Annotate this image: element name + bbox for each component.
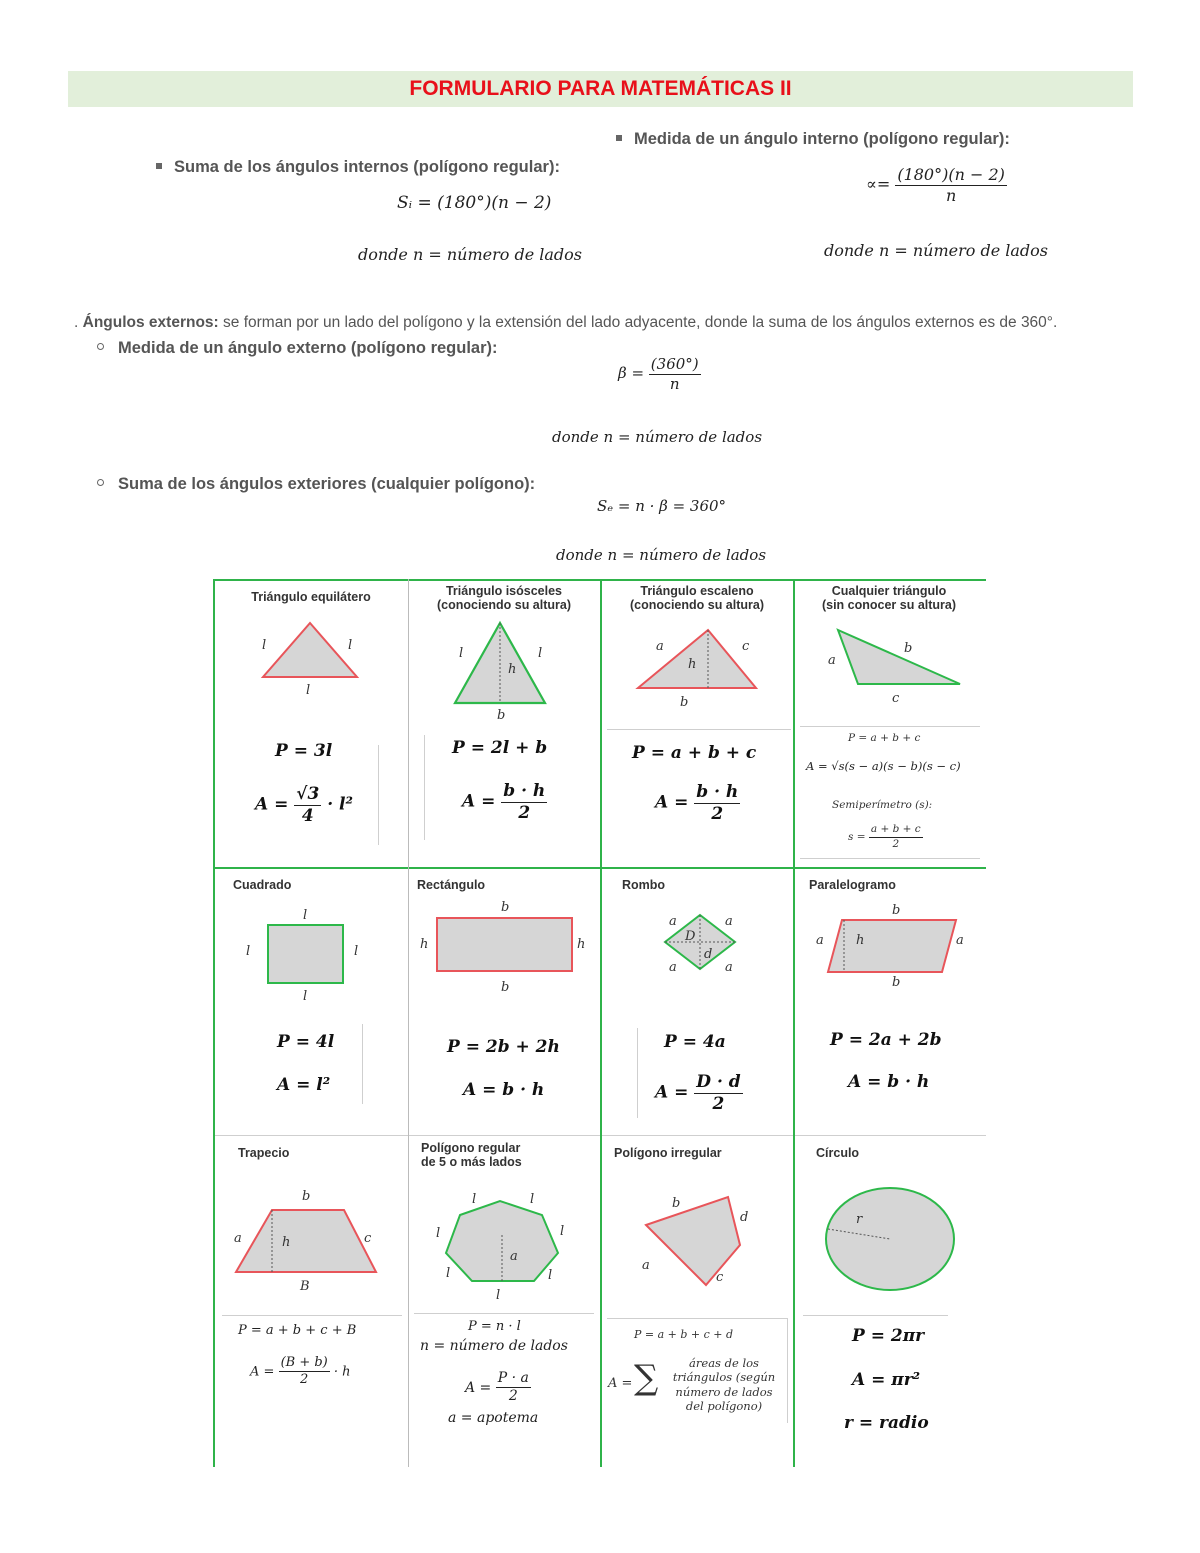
label-c: c: [364, 1231, 372, 1246]
faint-divider: [424, 735, 425, 840]
cell-title-paralelogramo: Paralelogramo: [809, 878, 896, 892]
label-b: b: [892, 903, 901, 918]
paralelogramo-area: A = b · h: [848, 1072, 930, 1092]
area-lhs: A =: [462, 791, 496, 812]
poligono-irregular-area-lhs: A =: [608, 1376, 633, 1391]
cell-title-isosceles: [410, 584, 598, 613]
label-h: h: [420, 937, 429, 952]
semi-den: 2: [892, 837, 900, 850]
exterior-intro: [74, 314, 1057, 332]
interior-angle-den: n: [945, 185, 957, 205]
circle-figure: [820, 1185, 965, 1295]
label-l: l: [303, 908, 308, 923]
area-den: 2: [300, 1372, 309, 1388]
rectangle-figure: [415, 895, 595, 995]
poligono-irregular-area-text: [664, 1356, 784, 1414]
escaleno-perimeter: P = a + b + c: [632, 743, 757, 763]
grid-col-line: [793, 579, 795, 1467]
label-d: d: [740, 1210, 749, 1225]
cell-title-circulo: Círculo: [816, 1146, 860, 1160]
bullet-square-icon: [156, 163, 162, 169]
label-a: a: [669, 960, 677, 975]
label-l: l: [348, 638, 353, 653]
label-a: a: [656, 639, 664, 654]
rombo-area: [655, 1073, 743, 1113]
cell-title-line1: Triángulo isósceles: [445, 584, 562, 598]
cuadrado-perimeter: P = 4l: [277, 1032, 335, 1052]
area-text-line: áreas de los: [689, 1356, 759, 1370]
cell-title-escaleno: [603, 584, 791, 613]
label-l: l: [246, 944, 251, 959]
cell-title-rectangulo: Rectángulo: [417, 878, 486, 892]
equilatero-perimeter: P = 3l: [275, 741, 333, 761]
area-num: √3: [296, 784, 320, 804]
area-lhs: A =: [255, 794, 289, 815]
regular-polygon-figure: [432, 1185, 582, 1305]
label-B: B: [300, 1279, 310, 1294]
semiperimeter-label: Semiperímetro (s):: [832, 799, 933, 811]
label-l: l: [472, 1192, 477, 1207]
exterior-angle-formula: [618, 356, 701, 392]
label-l: l: [262, 638, 267, 653]
rombo-perimeter: P = 4a: [664, 1032, 726, 1052]
label-l: l: [548, 1268, 553, 1283]
label-a: a: [828, 653, 836, 668]
cell-title-line2: (conociendo su altura): [629, 598, 765, 613]
area-rhs: · l²: [327, 794, 353, 815]
faint-divider: [787, 1318, 788, 1423]
label-a: a: [642, 1258, 650, 1273]
poligono-regular-apotema: a = apotema: [448, 1410, 539, 1426]
exterior-intro-prefix: .: [74, 314, 79, 331]
isosceles-perimeter: P = 2l + b: [452, 738, 548, 758]
area-num: P · a: [496, 1371, 531, 1388]
label-a: a: [234, 1231, 242, 1246]
any-triangle-figure: [820, 622, 970, 707]
label-b: b: [501, 980, 510, 995]
exterior-sum-formula: Sₑ = n · β = 360°: [597, 497, 727, 515]
faint-divider: [414, 1313, 594, 1314]
area-text-line: número de lados: [675, 1384, 773, 1399]
irregular-polygon-figure: [630, 1185, 760, 1295]
exterior-sum-note: donde n = número de lados: [556, 546, 767, 564]
area-rhs: · h: [333, 1364, 351, 1380]
cuadrado-area: A = l²: [277, 1075, 331, 1095]
grid-col-line: [213, 579, 215, 1467]
cell-title-line2: de 5 o más lados: [421, 1155, 522, 1170]
faint-divider: [800, 726, 980, 727]
exterior-angle-num: (360°): [650, 355, 699, 373]
interior-angle-heading: [616, 130, 1010, 149]
faint-divider: [607, 1318, 787, 1319]
interior-sum-note: donde n = número de lados: [358, 245, 583, 264]
exterior-angle-note: donde n = número de lados: [552, 428, 763, 446]
label-c: c: [742, 639, 750, 654]
title-banner: [68, 71, 1133, 107]
interior-sum-formula: Sᵢ = (180°)(n − 2): [397, 193, 552, 213]
label-c: c: [716, 1270, 724, 1285]
cell-title-line1: Triángulo escaleno: [640, 584, 754, 598]
cell-title-line2: (sin conocer su altura): [821, 598, 957, 613]
cell-title-line1: Cualquier triángulo: [831, 584, 947, 598]
label-a: a: [510, 1249, 518, 1264]
label-l: l: [496, 1288, 501, 1303]
cell-title-line2: (conociendo su altura): [436, 598, 572, 613]
poligono-regular-n: n = número de lados: [420, 1338, 568, 1354]
scalene-triangle-figure: [630, 622, 770, 712]
area-num: D · d: [696, 1072, 741, 1092]
label-a: a: [956, 933, 964, 948]
paralelogramo-perimeter: P = 2a + 2b: [830, 1030, 942, 1050]
area-text-line: del polígono): [685, 1399, 763, 1414]
area-den: 2: [711, 803, 724, 824]
label-l: l: [560, 1224, 565, 1239]
label-l: l: [303, 989, 308, 1004]
faint-divider: [803, 1315, 948, 1316]
interior-sum-heading: [156, 158, 560, 177]
label-D: D: [685, 929, 696, 944]
area-den: 2: [508, 1388, 518, 1405]
cell-title-poligono-irregular: Polígono irregular: [614, 1146, 722, 1160]
exterior-intro-text: se forman por un lado del polígono y la extensión del lado adyacente, donde la suma de los ángulos externos es de 360°.: [223, 314, 1058, 331]
exterior-angle-den: n: [669, 374, 680, 393]
interior-angle-note: donde n = número de lados: [824, 241, 1049, 260]
label-d: d: [704, 947, 713, 962]
circulo-perimeter: P = 2πr: [852, 1326, 925, 1346]
exterior-angle-lhs: β =: [618, 364, 645, 382]
grid-col-line: [600, 579, 602, 1467]
interior-angle-lhs: ∝=: [866, 174, 891, 194]
interior-angle-formula: [866, 166, 1007, 204]
label-h: h: [688, 657, 697, 672]
interior-angle-num: (180°)(n − 2): [897, 165, 1005, 184]
rectangulo-perimeter: P = 2b + 2h: [447, 1037, 560, 1057]
label-h: h: [508, 662, 517, 677]
circulo-radio: r = radio: [844, 1413, 929, 1433]
semi-num: a + b + c: [869, 824, 923, 838]
area-den: 4: [301, 805, 314, 826]
area-lhs: A =: [250, 1364, 275, 1380]
circulo-area: A = πr²: [852, 1370, 921, 1390]
square-figure: [238, 905, 368, 1005]
area-num: (B + b): [279, 1356, 330, 1372]
cell-title-rombo: Rombo: [622, 878, 666, 892]
label-l: l: [354, 944, 359, 959]
grid-col-line: [408, 579, 409, 1467]
label-h: h: [856, 933, 865, 948]
isosceles-triangle-figure: [445, 615, 565, 725]
faint-divider: [378, 745, 379, 845]
poligono-regular-area: [465, 1371, 531, 1405]
label-l: l: [306, 683, 311, 698]
label-l: l: [436, 1226, 441, 1241]
semiperimeter-formula: [848, 824, 923, 850]
cell-title-trapecio: Trapecio: [238, 1146, 290, 1160]
exterior-angle-heading-text: Medida de un ángulo externo (polígono regular):: [118, 339, 498, 357]
label-b: b: [672, 1196, 681, 1211]
area-text-line: triángulos (según: [672, 1370, 776, 1385]
escaleno-area: [655, 783, 740, 823]
label-a: a: [725, 960, 733, 975]
faint-divider: [222, 1315, 402, 1316]
label-b: b: [680, 695, 689, 710]
isosceles-area: [462, 782, 547, 822]
area-lhs: A =: [655, 1082, 689, 1103]
label-a: a: [725, 914, 733, 929]
area-den: 2: [712, 1093, 725, 1114]
cualquier-area: A = √s(s − a)(s − b)(s − c): [806, 759, 961, 773]
exterior-angle-heading: [97, 339, 498, 358]
trapecio-perimeter: P = a + b + c + B: [238, 1323, 357, 1338]
label-a: a: [816, 933, 824, 948]
label-a: a: [669, 914, 677, 929]
label-b: b: [302, 1189, 311, 1204]
sigma-icon: ∑: [634, 1358, 659, 1398]
area-num: b · h: [696, 782, 739, 802]
exterior-sum-heading-text: Suma de los ángulos exteriores (cualquier polígono):: [118, 475, 536, 493]
label-l: l: [538, 646, 543, 661]
area-lhs: A =: [465, 1379, 492, 1396]
semi-lhs: s =: [848, 831, 866, 844]
cualquier-perimeter: P = a + b + c: [848, 732, 921, 744]
interior-angle-heading-text: Medida de un ángulo interno (polígono regular):: [634, 130, 1010, 148]
bullet-circle-icon: [97, 343, 104, 350]
label-l: l: [530, 1192, 535, 1207]
label-b: b: [904, 641, 913, 656]
label-h: h: [577, 937, 586, 952]
label-b: b: [501, 900, 510, 915]
area-den: 2: [518, 802, 531, 823]
faint-divider: [607, 729, 791, 730]
cell-title-equilatero: Triángulo equilátero: [251, 590, 371, 604]
bullet-circle-icon: [97, 479, 104, 486]
label-b: b: [497, 708, 506, 723]
label-l: l: [459, 646, 464, 661]
label-r: r: [856, 1212, 863, 1227]
bullet-square-icon: [616, 135, 622, 141]
trapezoid-figure: [226, 1180, 386, 1295]
cell-title-cualquier: [796, 584, 982, 613]
area-lhs: A =: [655, 792, 689, 813]
cell-title-line1: Polígono regular: [421, 1141, 521, 1155]
rectangulo-area: A = b · h: [463, 1080, 545, 1100]
label-c: c: [892, 691, 900, 706]
poligono-irregular-perimeter: P = a + b + c + d: [634, 1328, 734, 1341]
cell-title-cuadrado: Cuadrado: [233, 878, 292, 892]
parallelogram-figure: [810, 898, 980, 993]
exterior-intro-bold: Ángulos externos:: [82, 314, 219, 331]
trapecio-area: [250, 1356, 351, 1388]
faint-divider: [637, 1028, 638, 1118]
label-l: l: [446, 1266, 451, 1281]
poligono-regular-perimeter: P = n · l: [468, 1319, 521, 1334]
label-h: h: [282, 1235, 291, 1250]
label-b: b: [892, 975, 901, 990]
exterior-sum-heading: [97, 475, 535, 494]
cell-title-poligono-regular: [421, 1141, 522, 1170]
equilatero-area: [255, 785, 353, 825]
page-title: FORMULARIO PARA MATEMÁTICAS II: [409, 77, 792, 100]
faint-divider: [800, 858, 980, 859]
rhombus-figure: [655, 905, 750, 980]
equilateral-triangle-figure: [250, 615, 370, 700]
interior-sum-heading-text: Suma de los ángulos internos (polígono regular):: [174, 158, 560, 176]
area-num: b · h: [503, 781, 546, 801]
faint-divider: [362, 1024, 363, 1104]
